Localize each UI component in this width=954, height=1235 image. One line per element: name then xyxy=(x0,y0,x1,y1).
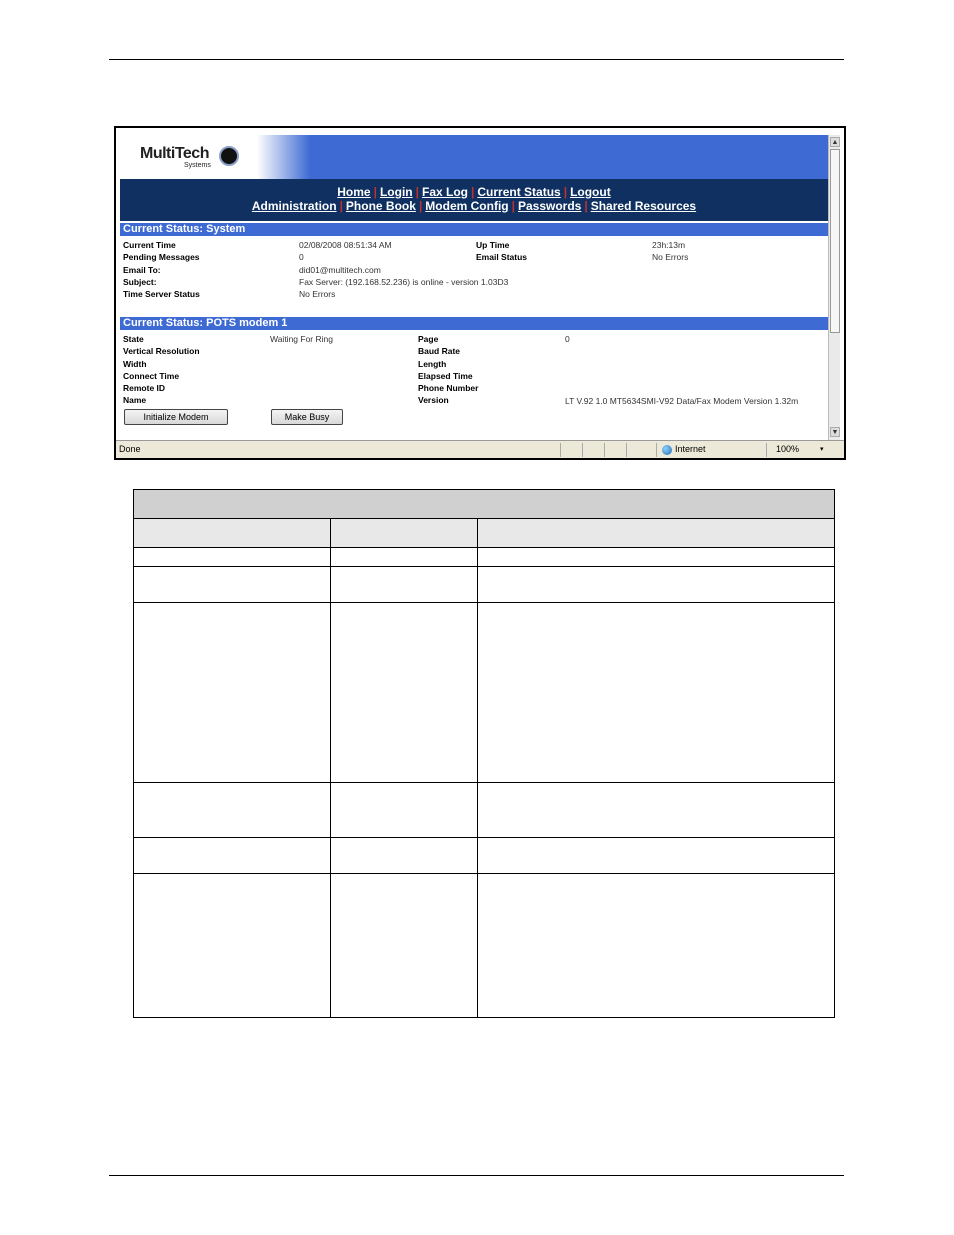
header-banner xyxy=(120,135,828,179)
make-busy-button[interactable]: Make Busy xyxy=(271,409,343,425)
nav-administration-link[interactable]: Administration xyxy=(251,199,337,213)
label-email-status: Email Status xyxy=(476,252,528,263)
label-name: Name xyxy=(123,395,147,406)
value-up-time: 23h:13m xyxy=(652,240,686,250)
label-remote-id: Remote ID xyxy=(123,383,166,394)
zoom-level[interactable]: 100% xyxy=(776,444,800,454)
value-page: 0 xyxy=(565,334,570,344)
value-subject: Fax Server: (192.168.52.236) is online - version 1.03D3 xyxy=(299,276,509,287)
nav-separator: | xyxy=(339,199,343,213)
label-baud-rate: Baud Rate xyxy=(418,346,461,357)
label-up-time: Up Time xyxy=(476,240,510,250)
label-connect-time: Connect Time xyxy=(123,370,180,381)
nav-separator: | xyxy=(563,185,568,199)
nav-home-link[interactable]: Home xyxy=(337,185,371,199)
label-email-to: Email To: xyxy=(123,264,161,275)
table-title-row xyxy=(134,490,834,518)
label-version: Version xyxy=(418,395,449,406)
nav-modem-config-link[interactable]: Modem Config xyxy=(425,199,509,213)
modem-left-labels xyxy=(123,333,200,407)
browser-status-bar xyxy=(116,440,844,458)
label-state: State xyxy=(123,334,144,344)
value-time-server-status: No Errors xyxy=(299,289,336,300)
zone-label: Internet xyxy=(675,444,706,454)
system-right-labels xyxy=(476,239,527,264)
internet-globe-icon xyxy=(662,445,672,455)
description-table xyxy=(133,489,835,1018)
modem-status-title: Current Status: POTS modem 1 xyxy=(120,317,828,330)
multitech-logo: MultiTech xyxy=(140,145,209,162)
label-pending-messages: Pending Messages xyxy=(123,252,200,263)
nav-row-1 xyxy=(120,185,828,199)
system-right-values xyxy=(652,239,688,264)
label-current-time: Current Time xyxy=(123,240,176,250)
nav-separator: | xyxy=(415,185,419,199)
logo-globe-icon xyxy=(219,146,239,166)
scroll-up-icon[interactable]: ▲ xyxy=(831,139,839,146)
bottom-rule xyxy=(109,1175,844,1176)
nav-fax-log-link[interactable]: Fax Log xyxy=(421,185,468,199)
value-email-status: No Errors xyxy=(652,252,689,263)
label-page: Page xyxy=(418,334,439,344)
nav-current-status-link[interactable]: Current Status xyxy=(477,185,561,199)
value-email-to: did01@multitech.com xyxy=(299,264,381,275)
main-nav xyxy=(120,179,828,221)
system-left-labels xyxy=(123,239,200,300)
label-length: Length xyxy=(418,358,447,369)
value-state: Waiting For Ring xyxy=(270,334,333,344)
logo-area xyxy=(120,135,310,179)
value-pending-messages: 0 xyxy=(299,252,304,263)
status-done-text: Done xyxy=(119,444,141,454)
table-header-row xyxy=(134,519,834,547)
value-current-time: 02/08/2008 08:51:34 AM xyxy=(299,240,392,250)
nav-separator: | xyxy=(471,185,475,199)
nav-separator: | xyxy=(373,185,377,199)
label-time-server-status: Time Server Status xyxy=(123,289,200,300)
label-subject: Subject: xyxy=(123,276,157,287)
label-elapsed-time: Elapsed Time xyxy=(418,370,473,381)
scroll-down-icon[interactable]: ▼ xyxy=(831,429,839,436)
label-width: Width xyxy=(123,358,147,369)
modem-right-labels xyxy=(418,333,478,407)
nav-login-link[interactable]: Login xyxy=(379,185,413,199)
browser-screenshot xyxy=(114,126,846,460)
label-phone-number: Phone Number xyxy=(418,383,479,394)
value-version: LT V.92 1.0 MT5634SMI-V92 Data/Fax Modem Version 1.32m xyxy=(565,395,799,406)
zoom-dropdown-icon[interactable]: ▾ xyxy=(820,446,824,453)
modem-left-values xyxy=(270,333,333,345)
system-status-title: Current Status: System xyxy=(120,223,828,236)
initialize-modem-button[interactable]: Initialize Modem xyxy=(124,409,228,425)
nav-passwords-link[interactable]: Passwords xyxy=(517,199,582,213)
nav-logout-link[interactable]: Logout xyxy=(570,185,611,199)
label-vertical-resolution: Vertical Resolution xyxy=(123,346,200,357)
top-rule xyxy=(109,59,844,60)
vertical-scrollbar[interactable] xyxy=(828,135,840,440)
nav-separator: | xyxy=(511,199,515,213)
nav-phone-book-link[interactable]: Phone Book xyxy=(345,199,416,213)
nav-separator: | xyxy=(418,199,423,213)
browser-viewport xyxy=(120,135,828,440)
logo-subtitle: Systems xyxy=(184,162,211,169)
nav-separator: | xyxy=(584,199,588,213)
nav-shared-resources-link[interactable]: Shared Resources xyxy=(590,199,697,213)
nav-row-2 xyxy=(120,199,828,213)
security-zone xyxy=(662,441,706,458)
scrollbar-thumb[interactable] xyxy=(830,149,840,333)
